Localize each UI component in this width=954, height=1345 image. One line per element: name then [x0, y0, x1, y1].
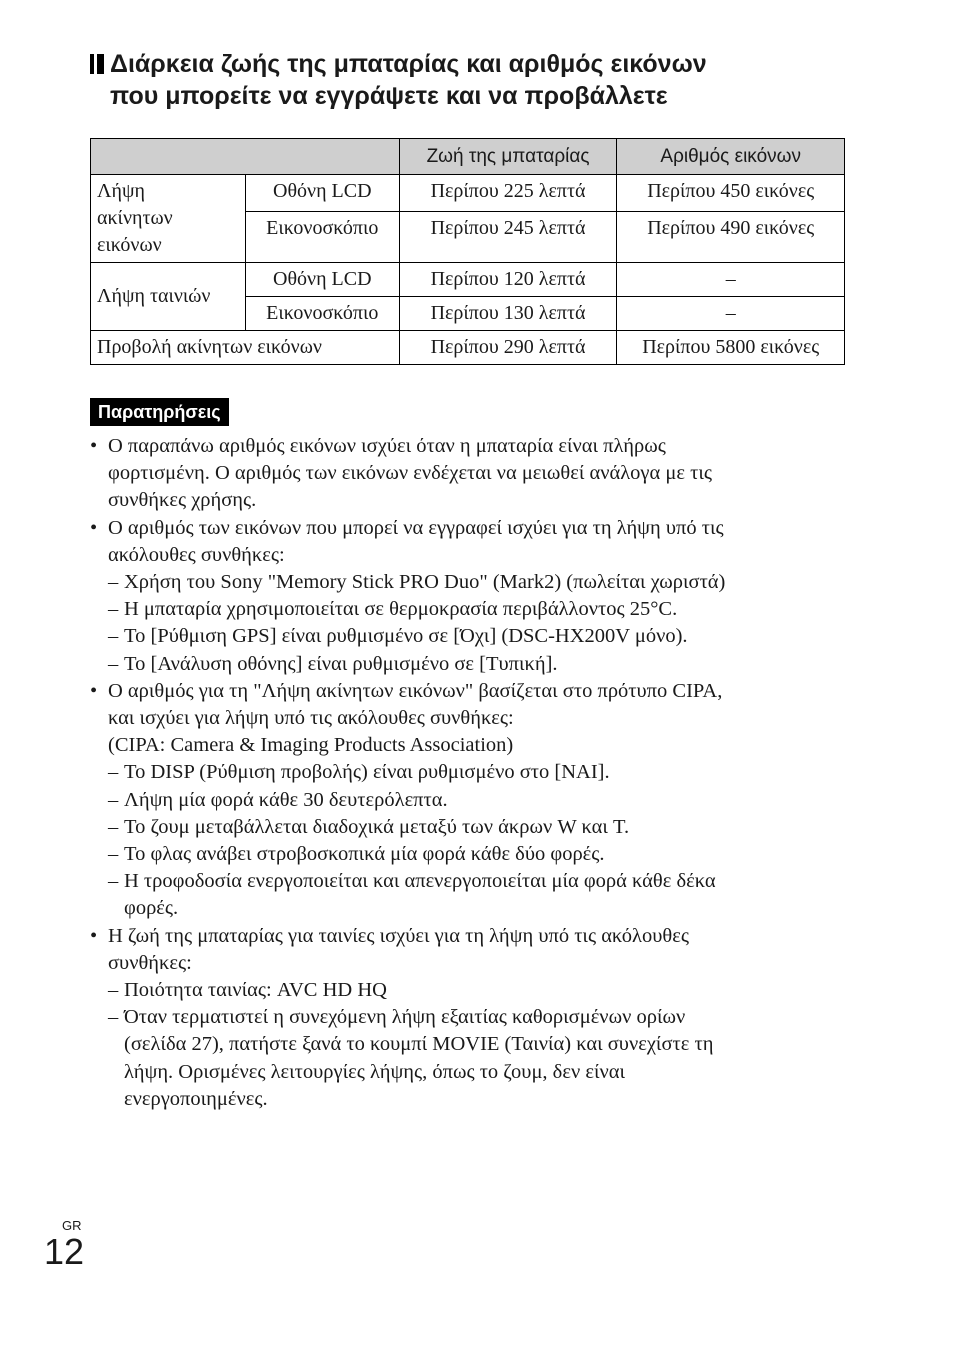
- battery-life-cell: Περίπου 290 λεπτά: [399, 331, 617, 365]
- table-row: [91, 263, 845, 297]
- header-empty-cell: [91, 139, 400, 175]
- note-line: λήψη. Ορισμένες λειτουργίες λήψης, όπως το ζουμ, δεν είναι: [124, 1060, 625, 1083]
- note-subitem: – Ποιότητα ταινίας: AVC HD HQ: [108, 979, 387, 1002]
- movie-shooting-label: Λήψη ταινιών: [91, 263, 246, 331]
- notes-list: [90, 433, 850, 1113]
- still-label-line: ακίνητων: [97, 207, 173, 229]
- note-subitem: – Το DISP (Ρύθμιση προβολής) είναι ρυθμισμένο στο [ΝΑΙ].: [108, 761, 610, 784]
- image-count-cell: Περίπου 490 εικόνες: [617, 212, 845, 263]
- note-line: • Ο αριθμός για τη "Λήψη ακίνητων εικόνων" βασίζεται στο πρότυπο CIPA,: [90, 678, 850, 705]
- still-shooting-label: [91, 175, 246, 263]
- note-line: συνθήκες:: [108, 951, 192, 974]
- note-line: • Η ζωή της μπαταρίας για ταινίες ισχύει για τη λήψη υπό τις ακόλουθες: [90, 923, 850, 950]
- section-marker-icon: [90, 54, 104, 74]
- note-subitem-text: Η μπαταρία χρησιμοποιείται σε θερμοκρασία περιβάλλοντος 25°C.: [124, 598, 678, 621]
- section-heading: [90, 48, 850, 112]
- mode-cell: Οθόνη LCD: [245, 175, 399, 212]
- note-line: (CIPA: Camera & Imaging Products Association): [108, 734, 514, 757]
- still-label-line: Λήψη: [97, 180, 145, 202]
- note-subitem: – Όταν τερματιστεί η συνεχόμενη λήψη εξαιτίας καθορισμένων ορίων: [108, 1006, 686, 1029]
- image-count-cell: –: [617, 297, 845, 331]
- note-subitem: – Το φλας ανάβει στροβοσκοπικά μία φορά κάθε δύο φορές.: [108, 843, 605, 866]
- table-row: [91, 175, 845, 212]
- note-line: (σελίδα 27), πατήστε ξανά το κουμπί MOVIE (Ταινία) και συνεχίστε τη: [124, 1033, 714, 1056]
- note-subitem-text: Το DISP (Ρύθμιση προβολής) είναι ρυθμισμένο στο [ΝΑΙ].: [124, 761, 610, 784]
- note-subitem-text: Λήψη μία φορά κάθε 30 δευτερόλεπτα.: [124, 788, 448, 811]
- image-count-cell: Περίπου 450 εικόνες: [617, 175, 845, 212]
- note-line: ενεργοποιημένες.: [124, 1087, 268, 1110]
- notes-label: Παρατηρήσεις: [90, 398, 229, 426]
- note-line: φορτισμένη. Ο αριθμός των εικόνων ενδέχεται να μειωθεί ανάλογα με τις: [108, 462, 712, 485]
- note-subitem-text: Όταν τερματιστεί η συνεχόμενη λήψη εξαιτίας καθορισμένων ορίων: [124, 1006, 686, 1029]
- note-subitem-text: Ποιότητα ταινίας: AVC HD HQ: [124, 979, 387, 1002]
- note-line: φορές.: [124, 897, 179, 920]
- note-line: • Ο αριθμός των εικόνων που μπορεί να εγγραφεί ισχύει για τη λήψη υπό τις: [90, 515, 850, 542]
- note-line: ακόλουθες συνθήκες:: [108, 543, 285, 566]
- note-subitem: – Η τροφοδοσία ενεργοποιείται και απενεργοποιείται μία φορά κάθε δέκα: [108, 870, 716, 893]
- note-line: • Ο παραπάνω αριθμός εικόνων ισχύει όταν η μπαταρία είναι πλήρως: [90, 433, 850, 460]
- battery-life-cell: Περίπου 225 λεπτά: [399, 175, 617, 212]
- note-subitem-text: Το [Ανάλυση οθόνης] είναι ρυθμισμένο σε [Τυπική].: [124, 652, 558, 675]
- heading-line-2: που μπορείτε να εγγράψετε και να προβάλλετε: [110, 82, 668, 110]
- image-count-cell: Περίπου 5800 εικόνες: [617, 331, 845, 365]
- still-label-line: εικόνων: [97, 234, 162, 256]
- note-subitem: – Το [Ανάλυση οθόνης] είναι ρυθμισμένο σε [Τυπική].: [108, 652, 558, 675]
- language-code: GR: [62, 1218, 82, 1233]
- table-header-row: [91, 139, 845, 175]
- mode-cell: Εικονοσκόπιο: [245, 212, 399, 263]
- page-number: 12: [44, 1231, 85, 1272]
- table-row: [91, 331, 845, 365]
- note-subitem-text: Το [Ρύθμιση GPS] είναι ρυθμισμένο σε [Όχι] (DSC-HX200V μόνο).: [124, 625, 688, 648]
- note-line: και ισχύει για λήψη υπό τις ακόλουθες συνθήκες:: [108, 707, 514, 730]
- mode-cell: Οθόνη LCD: [245, 263, 399, 297]
- battery-life-table: [90, 138, 845, 365]
- note-subitem-text: Χρήση του Sony "Memory Stick PRO Duo" (Mark2) (πωλείται χωριστά): [124, 571, 726, 594]
- heading-line-1: Διάρκεια ζωής της μπαταρίας και αριθμός εικόνων: [110, 50, 707, 78]
- battery-life-cell: Περίπου 130 λεπτά: [399, 297, 617, 331]
- note-subitem: – Η μπαταρία χρησιμοποιείται σε θερμοκρασία περιβάλλοντος 25°C.: [108, 598, 678, 621]
- note-subitem: – Χρήση του Sony "Memory Stick PRO Duo" (Mark2) (πωλείται χωριστά): [108, 571, 726, 594]
- note-subitem-text: Το ζουμ μεταβάλλεται διαδοχικά μεταξύ των άκρων W και T.: [124, 815, 630, 838]
- battery-life-cell: Περίπου 245 λεπτά: [399, 212, 617, 263]
- note-subitem: – Το ζουμ μεταβάλλεται διαδοχικά μεταξύ των άκρων W και T.: [108, 815, 630, 838]
- mode-cell: Εικονοσκόπιο: [245, 297, 399, 331]
- header-image-count: Αριθμός εικόνων: [617, 139, 845, 175]
- note-subitem-text: Το φλας ανάβει στροβοσκοπικά μία φορά κάθε δύο φορές.: [124, 843, 605, 866]
- playback-label: Προβολή ακίνητων εικόνων: [91, 331, 400, 365]
- battery-life-cell: Περίπου 120 λεπτά: [399, 263, 617, 297]
- note-subitem: – Το [Ρύθμιση GPS] είναι ρυθμισμένο σε [Όχι] (DSC-HX200V μόνο).: [108, 625, 688, 648]
- header-battery-life: Ζωή της μπαταρίας: [399, 139, 617, 175]
- note-line: συνθήκες χρήσης.: [108, 489, 257, 512]
- note-subitem-text: Η τροφοδοσία ενεργοποιείται και απενεργοποιείται μία φορά κάθε δέκα: [124, 870, 716, 893]
- note-subitem: – Λήψη μία φορά κάθε 30 δευτερόλεπτα.: [108, 788, 448, 811]
- image-count-cell: –: [617, 263, 845, 297]
